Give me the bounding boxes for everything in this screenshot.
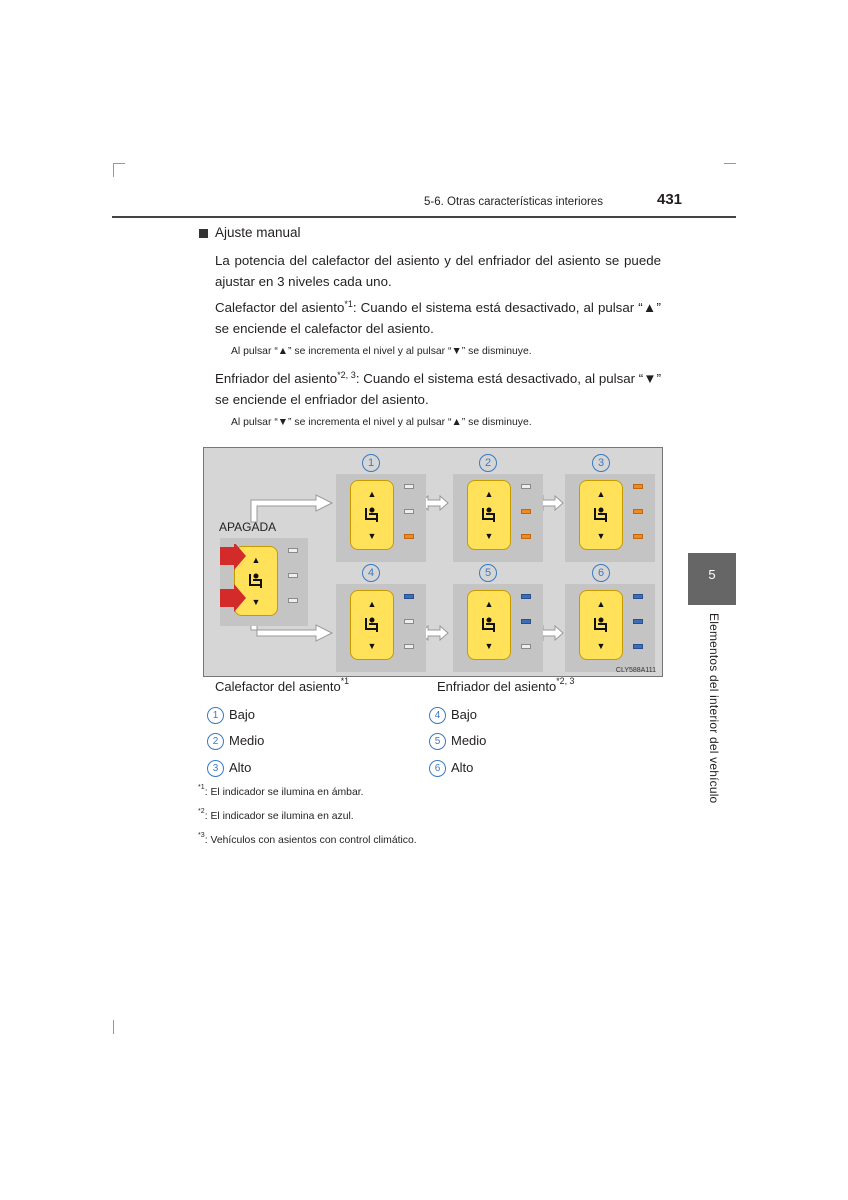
red-arrow-icon [220, 544, 246, 570]
level-indicator-lit [633, 484, 643, 489]
legend-number: 2 [207, 733, 224, 750]
press-arrows [220, 544, 250, 614]
note-heater: Al pulsar “▲” se incrementa el nivel y al pulsar “▼” se disminuye. [231, 346, 532, 357]
up-arrow-icon: ▲ [367, 599, 377, 609]
seat-fan-icon [247, 571, 267, 591]
legend-label: Alto [229, 760, 252, 775]
seat-climate-button [579, 480, 623, 550]
seat-climate-button [467, 590, 511, 660]
header-rule [112, 216, 736, 218]
heading-bullet-icon [199, 229, 208, 238]
level-indicator-lit [521, 509, 531, 514]
down-arrow-icon: ▼ [251, 597, 261, 607]
level-indicator [521, 484, 531, 489]
legend-item [207, 707, 255, 724]
level-indicator-lit [404, 534, 414, 539]
heater-level-3-panel [565, 474, 655, 562]
seat-fan-icon [592, 505, 612, 525]
legend-item [429, 733, 486, 750]
level-number: 6 [592, 564, 610, 582]
crop-mark [724, 163, 736, 164]
level-indicator-lit [521, 619, 531, 624]
heater-level-2-panel [453, 474, 543, 562]
heater-label: Calefactor del asiento [215, 300, 345, 315]
legend-number: 6 [429, 760, 446, 777]
footnote-mark: *1 [198, 784, 205, 791]
level-indicator-lit [633, 534, 643, 539]
seat-climate-button [579, 590, 623, 660]
seat-fan-icon [480, 505, 500, 525]
up-arrow-icon: ▲ [251, 555, 261, 565]
seat-fan-icon [363, 505, 383, 525]
level-number: 5 [479, 564, 497, 582]
off-label: APAGADA [219, 520, 277, 534]
level-indicator-lit [521, 594, 531, 599]
legend-heater-ref: *1 [340, 676, 350, 686]
down-arrow-icon: ▼ [367, 641, 377, 651]
paragraph-heater [215, 297, 661, 339]
seat-climate-button [467, 480, 511, 550]
crop-mark [113, 1020, 114, 1034]
paragraph-cooler [215, 368, 661, 410]
legend-number: 4 [429, 707, 446, 724]
level-indicator-lit [633, 644, 643, 649]
legend-label: Medio [451, 733, 487, 748]
level-number: 3 [592, 454, 610, 472]
legend-heater-label: Calefactor del asiento [215, 679, 341, 694]
level-indicator [404, 484, 414, 489]
up-arrow-icon: ▲ [484, 489, 494, 499]
up-arrow-icon: ▲ [367, 489, 377, 499]
seat-fan-icon [480, 615, 500, 635]
legend-cooler-label: Enfriador del asiento [437, 679, 557, 694]
level-indicator [404, 644, 414, 649]
figure-code: CLY588A111 [615, 667, 656, 674]
legend-number: 3 [207, 760, 224, 777]
level-indicator [521, 644, 531, 649]
level-indicator-lit [521, 534, 531, 539]
legend-label: Bajo [229, 707, 256, 722]
cooler-label: Enfriador del asiento [215, 371, 338, 386]
footnote [198, 784, 364, 798]
heater-level-1-panel [336, 474, 426, 562]
seat-fan-icon [363, 615, 383, 635]
legend-number: 1 [207, 707, 224, 724]
seat-climate-button [350, 590, 394, 660]
legend-heater-title [215, 676, 350, 694]
up-arrow-icon: ▲ [484, 599, 494, 609]
cooler-level-6-panel [565, 584, 655, 672]
paragraph-intro: La potencia del calefactor del asiento y del enfriador del asiento se puede ajustar en 3 niveles cada uno. [215, 253, 661, 289]
footnote-mark: *3 [198, 832, 205, 839]
level-indicator [288, 573, 298, 578]
seat-climate-button [350, 480, 394, 550]
page-number: 431 [657, 191, 683, 208]
footnote [198, 808, 354, 822]
level-number: 1 [362, 454, 380, 472]
level-indicator [288, 598, 298, 603]
crop-mark [113, 163, 114, 177]
level-indicator-lit [633, 619, 643, 624]
level-number: 2 [479, 454, 497, 472]
heater-footnote-ref: *1 [344, 299, 353, 309]
down-arrow-icon: ▼ [596, 531, 606, 541]
note-cooler: Al pulsar “▼” se incrementa el nivel y al pulsar “▲” se disminuye. [231, 417, 532, 428]
level-indicator [404, 509, 414, 514]
up-arrow-icon: ▲ [596, 599, 606, 609]
section-title: 5-6. Otras características interiores [424, 196, 603, 208]
seat-fan-icon [592, 615, 612, 635]
chapter-title: Elementos del interior del vehículo [707, 613, 721, 804]
legend-label: Bajo [451, 707, 478, 722]
footnote-mark: *2 [198, 808, 205, 815]
cooler-level-4-panel [336, 584, 426, 672]
subsection-heading: Ajuste manual [215, 225, 301, 240]
down-arrow-icon: ▼ [596, 641, 606, 651]
legend-label: Alto [451, 760, 474, 775]
footnote-text: : El indicador se ilumina en azul. [204, 811, 354, 822]
legend-item [429, 760, 473, 777]
legend-item [429, 707, 477, 724]
level-indicator-lit [404, 594, 414, 599]
cooler-level-5-panel [453, 584, 543, 672]
footnote-text: : El indicador se ilumina en ámbar. [204, 787, 364, 798]
level-number: 4 [362, 564, 380, 582]
cooler-text: : Cuando el sistema está desactivado, al pulsar “▼” se enciende el enfriador del asiento. [215, 371, 661, 407]
seat-climate-figure [203, 447, 663, 677]
legend-number: 5 [429, 733, 446, 750]
legend-cooler-title [437, 676, 575, 694]
footnote-text: : Vehículos con asientos con control climático. [204, 835, 417, 846]
down-arrow-icon: ▼ [484, 641, 494, 651]
footnote [198, 832, 417, 846]
up-arrow-icon: ▲ [596, 489, 606, 499]
crop-mark [113, 163, 125, 164]
legend-label: Medio [229, 733, 265, 748]
red-arrow-icon [220, 584, 246, 612]
level-indicator [404, 619, 414, 624]
heater-text: : Cuando el sistema está desactivado, al pulsar “▲” se enciende el calefactor del asiento. [215, 300, 661, 336]
down-arrow-icon: ▼ [367, 531, 377, 541]
legend-cooler-ref: *2, 3 [556, 676, 575, 686]
chapter-tab: 5 [688, 553, 736, 605]
legend-item [207, 760, 251, 777]
level-indicator [288, 548, 298, 553]
cooler-footnote-ref: *2, 3 [337, 370, 356, 380]
down-arrow-icon: ▼ [484, 531, 494, 541]
level-indicator-lit [633, 594, 643, 599]
level-indicator-lit [633, 509, 643, 514]
legend-item [207, 733, 264, 750]
